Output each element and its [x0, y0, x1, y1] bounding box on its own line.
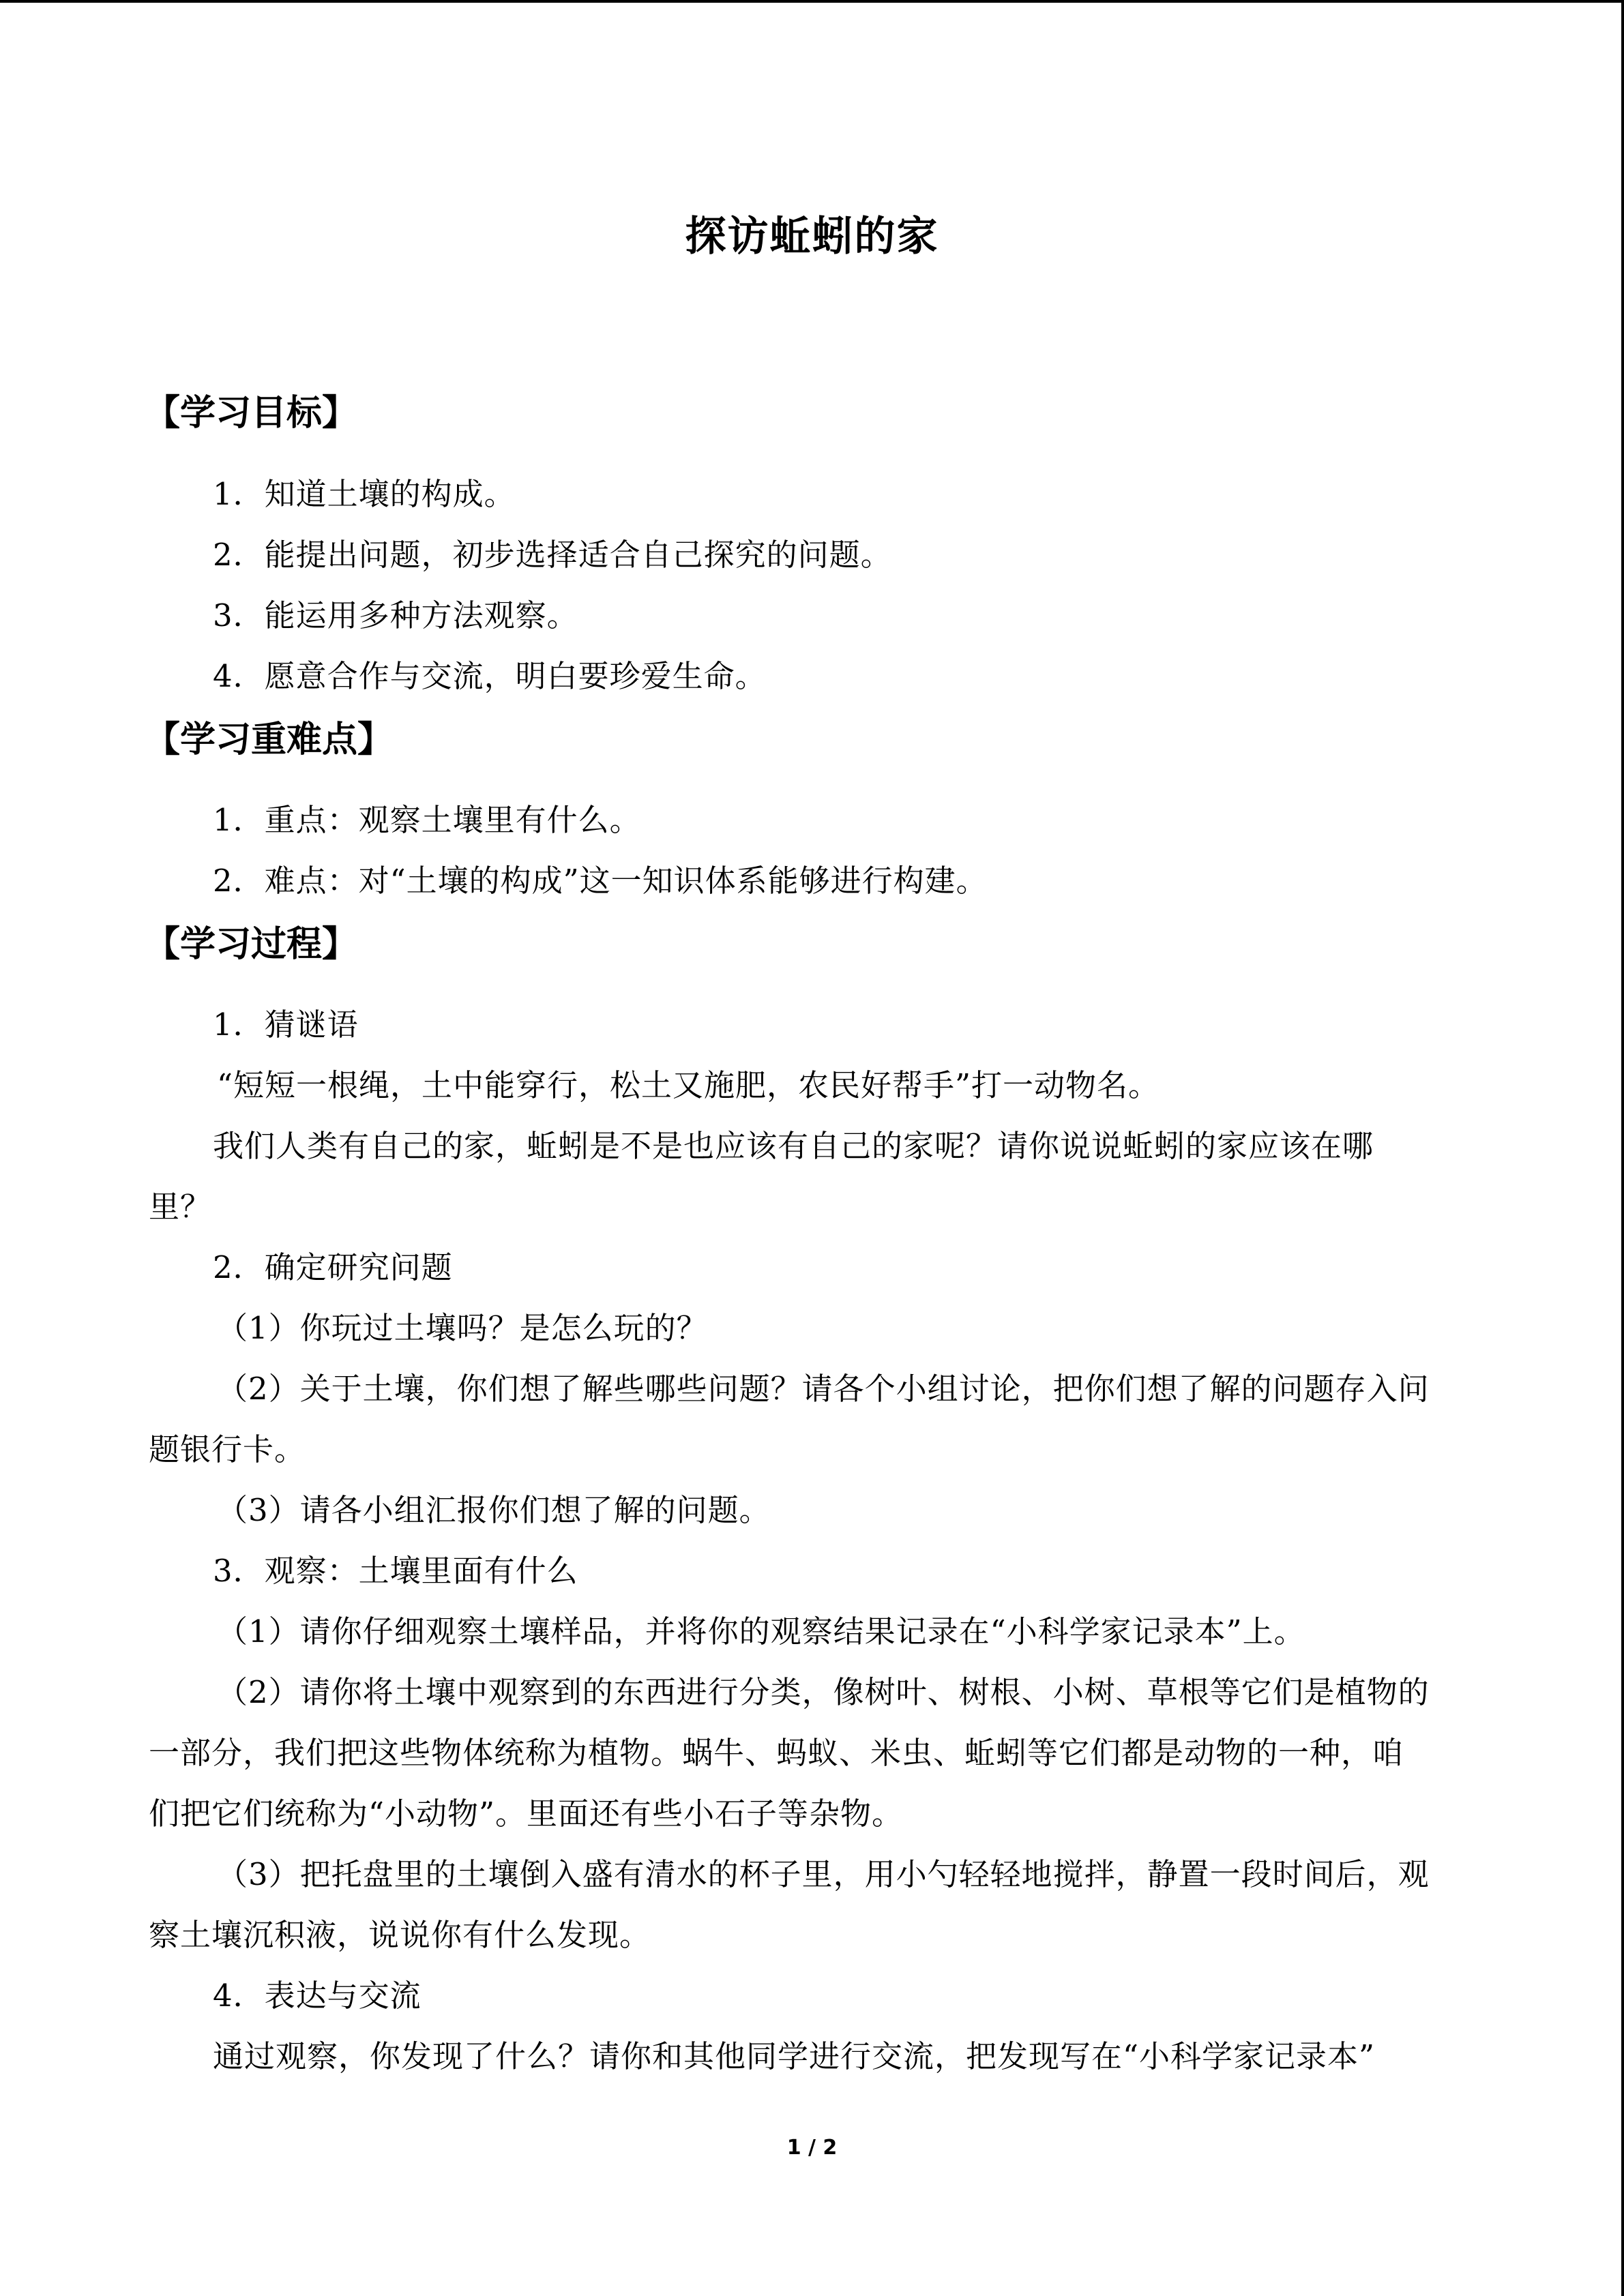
- page-edge-top: [0, 0, 1624, 3]
- process-line: 里？: [149, 1189, 212, 1225]
- process-line: （1）请你仔细观察土壤样品，并将你的观察结果记录在“小科学家记录本”上。: [217, 1613, 1305, 1650]
- process-line: 一部分，我们把这些物体统称为植物。蜗牛、蚂蚁、米虫、蚯蚓等它们都是动物的一种，咱: [149, 1735, 1404, 1771]
- document-title: 探访蚯蚓的家: [685, 213, 939, 260]
- process-line: （3）请各小组汇报你们想了解的问题。: [217, 1492, 771, 1528]
- process-line: （3）把托盘里的土壤倒入盛有清水的杯子里，用小勺轻轻地搅拌，静置一段时间后，观: [217, 1856, 1430, 1892]
- section-heading-goals: 【学习目标】: [145, 393, 358, 434]
- keypoint-item: 2．难点：对“土壤的构成”这一知识体系能够进行构建。: [213, 863, 988, 899]
- process-line: （2）关于土壤，你们想了解些哪些问题？请各个小组讨论，把你们想了解的问题存入问: [217, 1371, 1430, 1407]
- section-heading-keypoints: 【学习重难点】: [145, 719, 394, 760]
- process-line: 题银行卡。: [149, 1431, 306, 1467]
- section-heading-process: 【学习过程】: [145, 924, 358, 965]
- process-line: 2．确定研究问题: [213, 1249, 453, 1285]
- process-line: （2）请你将土壤中观察到的东西进行分类，像树叶、树根、小树、草根等它们是植物的: [217, 1674, 1430, 1710]
- keypoint-item: 1．重点：观察土壤里有什么。: [213, 802, 641, 838]
- process-line: “短短一根绳，土中能穿行，松土又施肥，农民好帮手”打一动物名。: [217, 1067, 1160, 1103]
- process-line: 1．猜谜语: [213, 1007, 359, 1043]
- goal-item: 1．知道土壤的构成。: [213, 476, 516, 512]
- goal-item: 2．能提出问题，初步选择适合自己探究的问题。: [213, 537, 892, 573]
- process-line: （1）你玩过土壤吗？是怎么玩的？: [217, 1310, 708, 1346]
- process-line: 们把它们统称为“小动物”。里面还有些小石子等杂物。: [149, 1795, 904, 1832]
- goal-item: 4．愿意合作与交流，明白要珍爱生命。: [213, 658, 767, 694]
- page-edge-right: [1621, 0, 1624, 2296]
- goal-item: 3．能运用多种方法观察。: [213, 597, 578, 633]
- process-line: 4．表达与交流: [213, 1978, 422, 2014]
- process-line: 通过观察，你发现了什么？请你和其他同学进行交流，把发现写在“小科学家记录本”: [213, 2038, 1376, 2074]
- page-indicator: 1 / 2: [786, 2136, 838, 2160]
- process-line: 3．观察：土壤里面有什么: [213, 1553, 578, 1589]
- process-line: 察土壤沉积液，说说你有什么发现。: [149, 1917, 651, 1953]
- process-line: 我们人类有自己的家，蚯蚓是不是也应该有自己的家呢？请你说说蚯蚓的家应该在哪: [213, 1128, 1374, 1164]
